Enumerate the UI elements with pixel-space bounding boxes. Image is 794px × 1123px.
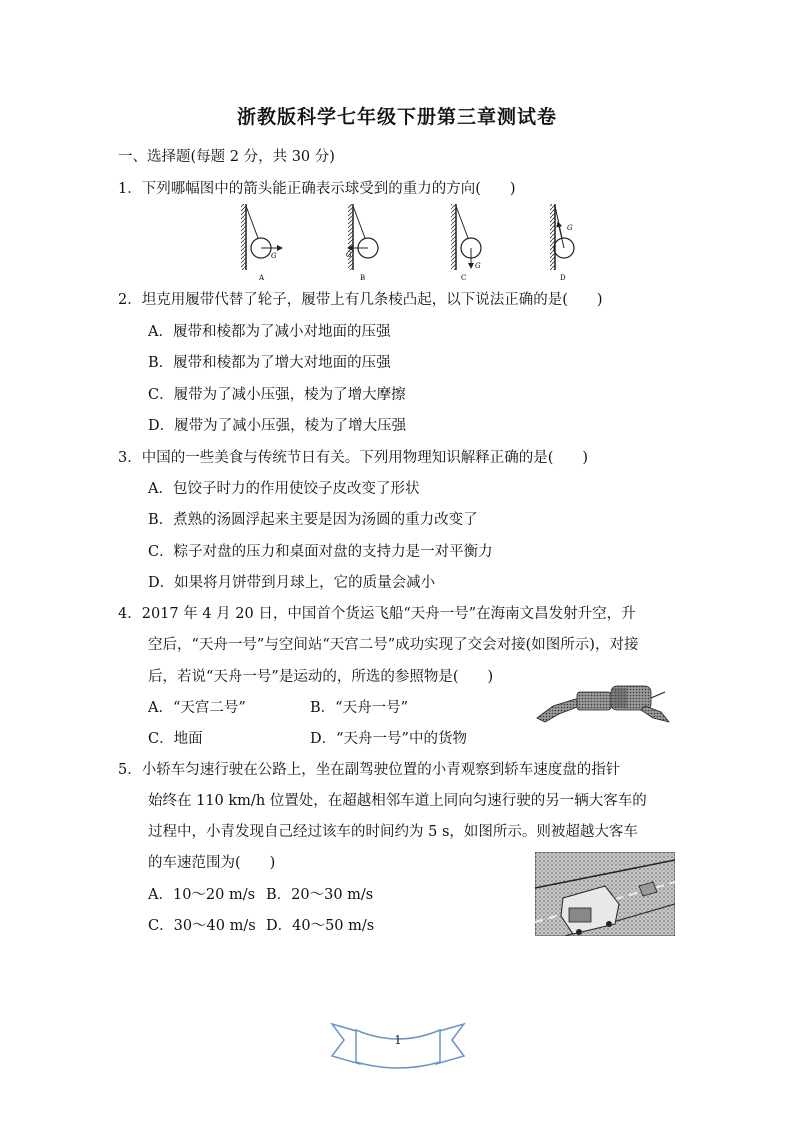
force-label-c: G: [475, 262, 481, 270]
force-label-b: G: [346, 251, 352, 259]
option-label-c: C: [461, 274, 467, 282]
figure-a: [241, 204, 282, 282]
question-3-option-d: D．如果将月饼带到月球上，它的质量会减小: [148, 575, 436, 591]
option-label-a: A: [259, 274, 265, 282]
force-label-d: G: [567, 224, 573, 232]
question-5-option-b: B．20～30 m/s: [266, 887, 374, 903]
question-5-option-c: C．30～40 m/s: [148, 918, 256, 934]
question-2-option-a: A．履带和棱都为了减小对地面的压强: [148, 324, 391, 340]
question-4-line-3: 后，若说“天舟一号”是运动的，所选的参照物是( ): [148, 669, 494, 685]
question-1-stem: 1．下列哪幅图中的箭头能正确表示球受到的重力的方向( ): [118, 181, 516, 197]
question-5-line-1: 5．小轿车匀速行驶在公路上，坐在副驾驶位置的小青观察到轿车速度盘的指针: [118, 762, 621, 778]
question-5-option-a: A．10～20 m/s: [148, 887, 256, 903]
page-footer: [330, 1018, 466, 1074]
figure-b: [346, 204, 378, 282]
question-2-option-c: C．履带为了减小压强，棱为了增大摩擦: [148, 387, 406, 403]
question-3-option-b: B．煮熟的汤圆浮起来主要是因为汤圆的重力改变了: [148, 512, 478, 528]
question-4-option-d: D．“天舟一号”中的货物: [310, 731, 467, 747]
page-number: 1: [394, 1033, 402, 1047]
question-3-stem: 3．中国的一些美食与传统节日有关。下列用物理知识解释正确的是( ): [118, 450, 589, 466]
figure-c: [451, 204, 481, 282]
question-3-option-a: A．包饺子时力的作用使饺子皮改变了形状: [148, 481, 420, 497]
page-title: 浙教版科学七年级下册第三章测试卷: [236, 106, 557, 128]
question-5-line-4: 的车速范围为( ): [148, 855, 276, 871]
figure-d: [550, 204, 574, 282]
question-5-option-d: D．40～50 m/s: [266, 918, 375, 934]
gravity-direction-figure: [232, 200, 592, 284]
question-4-line-1: 4．2017 年 4 月 20 日，中国首个货运飞船“天舟一号”在海南文昌发射升空，升: [118, 606, 636, 622]
question-5-line-2: 始终在 110 km/h 位置处，在超越相邻车道上同向匀速行驶的另一辆大客车的: [148, 793, 647, 809]
question-5-line-3: 过程中，小青发现自己经过该车的时间约为 5 s，如图所示。则被超越大客车: [148, 824, 638, 840]
option-label-d: D: [560, 274, 566, 282]
question-3-option-c: C．粽子对盘的压力和桌面对盘的支持力是一对平衡力: [148, 544, 493, 560]
question-2-stem: 2．坦克用履带代替了轮子，履带上有几条棱凸起，以下说法正确的是( ): [118, 292, 603, 308]
force-label-a: G: [271, 252, 277, 260]
question-4-option-c: C．地面: [148, 731, 203, 747]
question-2-option-b: B．履带和棱都为了增大对地面的压强: [148, 355, 391, 371]
road-overtaking-image: [535, 852, 675, 936]
section-heading: 一、选择题(每题 2 分，共 30 分): [118, 149, 335, 165]
question-4-option-a: A．“天宫二号”: [148, 700, 246, 716]
question-4-option-b: B．“天舟一号”: [310, 700, 408, 716]
question-2-option-d: D．履带为了减小压强，棱为了增大压强: [148, 418, 407, 434]
option-label-b: B: [360, 274, 366, 282]
spacecraft-docking-image: [533, 676, 673, 724]
question-4-line-2: 空后，“天舟一号”与空间站“天宫二号”成功实现了交会对接(如图所示)，对接: [148, 637, 639, 653]
